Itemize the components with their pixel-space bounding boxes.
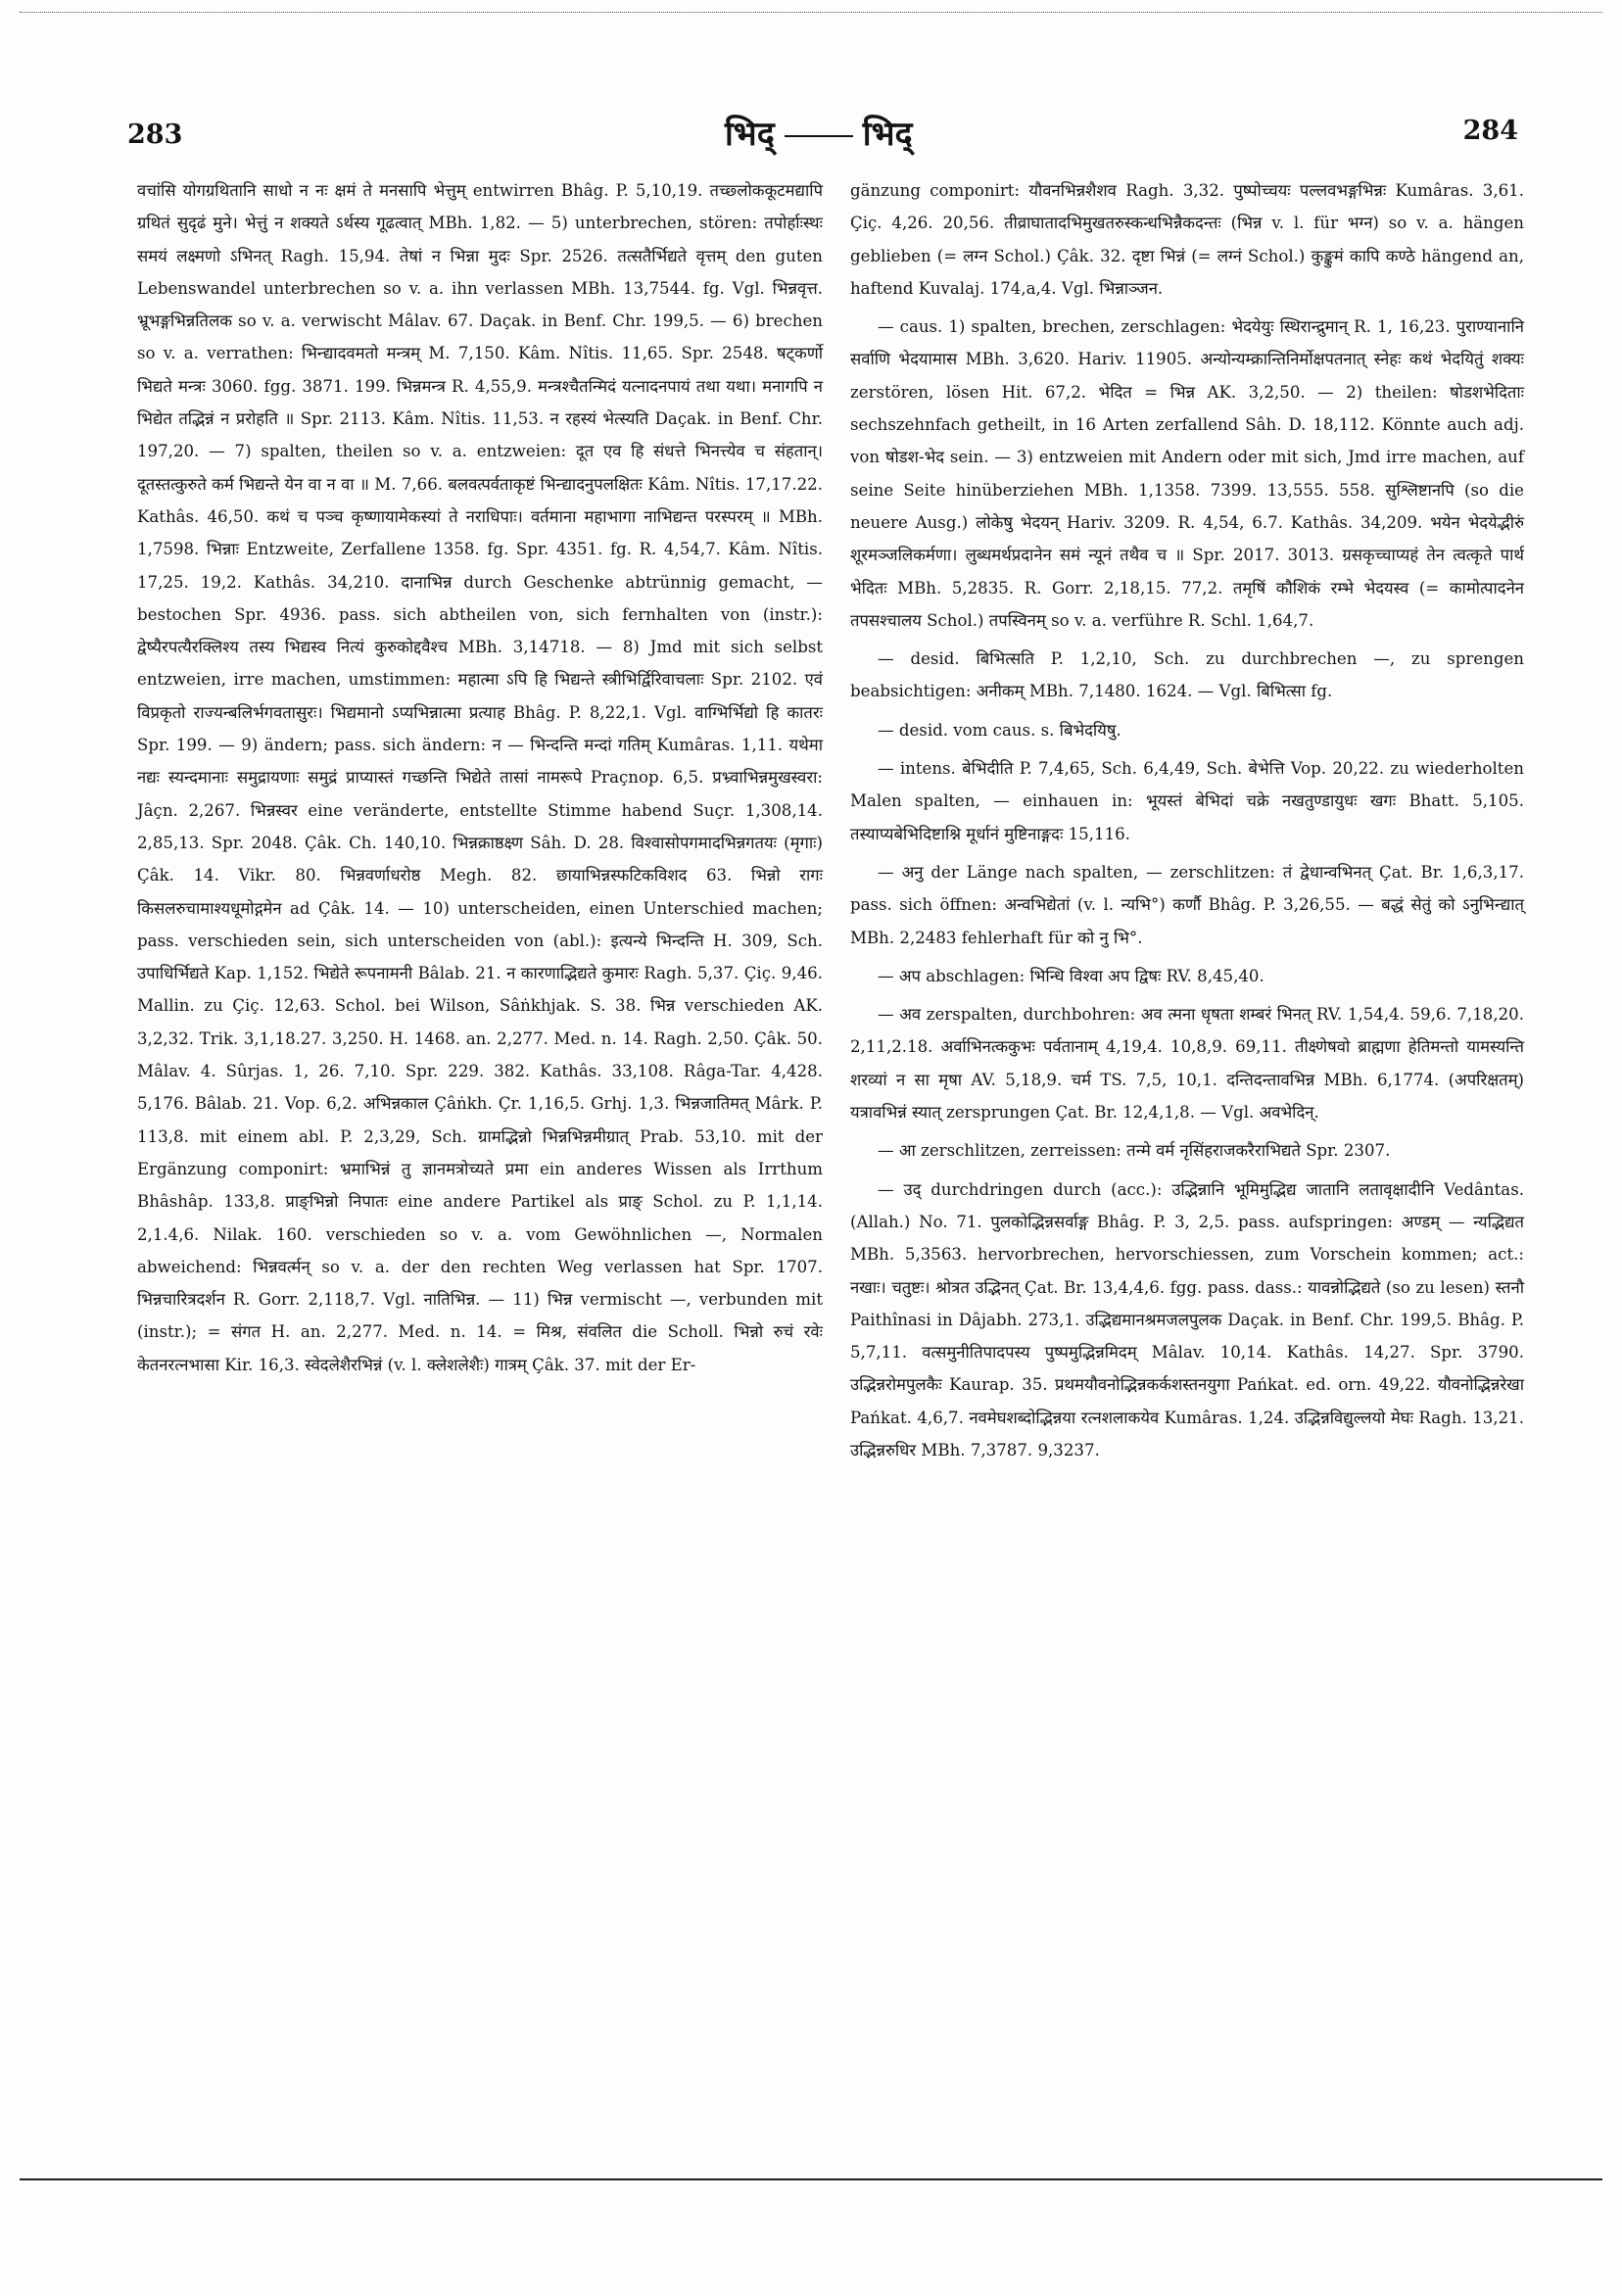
headword-left: भिद्: [725, 115, 775, 154]
headword-dash: [785, 135, 853, 137]
entry-apa: — अप abschlagen: भिन्धि विश्वा अप द्विषः RV. 8,45,40.: [878, 966, 1264, 985]
entry-anu: — अनु der Länge nach spalten, — zerschlitzen: तं द्वेधान्वभिनत् Çat. Br. 1,6,3,17. pass. sich öffnen: अन्वभिद्येतां (v. l. न्यभि°) कर्णौ Bhâg. P. 3,26,55. — बद्धं सेतुं को ऽनुभिन्द्यात् MBh. 2,2483 fehlerhaft für को नु भि°.: [850, 862, 1524, 947]
right-paragraph-continuation: gänzung componirt: यौवनभिन्नशैशव Ragh. 3,32. पुष्पोच्चयः पल्लवभङ्गभिन्नः Kumâras. 3,61. Çiç. 4,26. 20,56. तीव्राघातादभिमुखतरुस्कन्धभिन्नैकदन्तः (भिन्न v. l. für भग्न) so v. a. hängen geblieben (= लग्न Schol.) Çâk. 32. दृष्टा भिन्नं (= लग्नं Schol.) कुङ्कुमं कापि कण्ठे hängend an, haftend Kuvalaj. 174,a,4. Vgl. भिन्नाञ्जन.: [850, 181, 1524, 298]
entry-ava: — अव zerspalten, durchbohren: अव त्मना धृषता शम्बरं भिनत् RV. 1,54,4. 59,6. 7,18,20. 2,11,2.18. अर्वाभिनत्ककुभः पर्वतानाम् 4,19,4. 10,8,9. 69,11. तीक्ष्णेषवो ब्राह्मणा हेतिमन्तो यामस्यन्ति शरव्यां न सा मृषा AV. 5,18,9. चर्म TS. 7,5, 10,1. दन्तिदन्तावभिन्न MBh. 6,1774. (अपरिक्षतम्) यत्रावभिन्नं स्यात् zersprungen Çat. Br. 12,4,1,8. — Vgl. अवभेदिन्.: [850, 1005, 1524, 1123]
headword-right: भिद्: [862, 115, 913, 154]
page-header: [127, 110, 1518, 159]
bottom-border-rule: [20, 2178, 1602, 2180]
entry-intensive: — intens. बेभिदीति P. 7,4,65, Sch. 6,4,49, Sch. बेभेत्ति Vop. 20,22. zu wiederholten Malen spalten, — einhauen in: भूयस्तं बेभिदां चक्रे नखतुण्डायुधः खगः Bhatt. 5,105. तस्याप्यबेभिदिष्टाश्नि मूर्धानं मुष्टिनाङ्गदः 15,116.: [850, 759, 1524, 843]
right-column: [850, 174, 1524, 1466]
entry-desiderative: — desid. बिभित्सति P. 1,2,10, Sch. zu durchbrechen —, zu sprengen beabsichtigen: अनीकम् MBh. 7,1480. 1624. — Vgl. बिभित्सा fg.: [850, 649, 1524, 701]
entry-causative: — caus. 1) spalten, brechen, zerschlagen: भेदयेयुः स्थिरान्द्रुमान् R. 1, 16,23. पुराण्यानानि सर्वाणि भेदयामास MBh. 3,620. Hariv. 11905. अन्योन्यम्क्रान्तिनिर्मोक्षपतनात् स्नेहः कथं भेदयितुं शक्यः zerstören, lösen Hit. 67,2. भेदित = भिन्न AK. 3,2,50. — 2) theilen: षोडशभेदिताः sechszehnfach getheilt, in 16 Arten zerfallend Sâh. D. 18,112. Könnte auch adj. von षोडश-भेद sein. — 3) entzweien mit Andern oder mit sich, Jmd irre machen, auf seine Seite hinüberziehen MBh. 1,1358. 7399. 13,555. 558. सुश्लिष्टानपि (so die neuere Ausg.) लोकेषु भेदयन् Hariv. 3209. R. 4,54, 6.7. Kathâs. 34,209. भयेन भेदयेद्भीरुं शूरमञ्जलिकर्मणा। लुब्धमर्थप्रदानेन समं न्यूनं तथैव च ॥ Spr. 2017. 3013. ग्रसकृच्चाप्यहं तेन त्वत्कृते पार्थ भेदितः MBh. 5,2835. R. Gorr. 2,18,15. 77,2. तमृषिं कौशिकं रम्भे भेदयस्व (= कामोत्पादनेन तपसश्चालय Schol.) तपस्विनम् so v. a. verführe R. Schl. 1,64,7.: [850, 317, 1524, 630]
entry-desiderative-causative: — desid. vom caus. s. बिभेदयिषु.: [878, 720, 1121, 740]
running-headwords: [725, 110, 913, 155]
page-number-right: 284: [1462, 116, 1518, 146]
left-paragraph: वचांसि योगग्रथितानि साधो न नः क्षमं ते मनसापि भेत्तुम् entwirren Bhâg. P. 5,10,19. तच्छ्लोककूटमद्यापि ग्रथितं सुदृढं मुने। भेत्तुं न शक्यते ऽर्थस्य गूढत्वात् MBh. 1,82. — 5) unterbrechen, stören: तपोर्हाःस्थः समयं लक्ष्मणो ऽभिनत् Ragh. 15,94. तेषां न भिन्ना मुदः Spr. 2526. तत्सतैर्भिद्यते वृत्तम् den guten Lebenswandel unterbrechen so v. a. ihn verlassen MBh. 13,7544. fg. Vgl. भिन्नवृत्त. भ्रूभङ्गभिन्नतिलक so v. a. verwischt Mâlav. 67. Daçak. in Benf. Chr. 199,5. — 6) brechen so v. a. verrathen: भिन्द्यादवमतो मन्त्रम् M. 7,150. Kâm. Nîtis. 11,65. Spr. 2548. षट्कर्णो भिद्यते मन्त्रः 3060. fgg. 3871. 199. भिन्नमन्त्र R. 4,55,9. मन्त्रश्चैतन्मिदं यत्नादनपायं तथा यथा। मनागपि न भिद्येत तद्भिन्नं न प्ररोहति ॥ Spr. 2113. Kâm. Nîtis. 11,53. न रहस्यं भेत्स्यति Daçak. in Benf. Chr. 197,20. — 7) spalten, theilen so v. a. entzweien: दूत एव हि संधत्ते भिनत्त्येव च संहतान्। दूतस्तत्कुरुते कर्म भिद्यन्ते येन वा न वा ॥ M. 7,66. बलवत्पर्वताकृष्टं भिन्द्यादनुपलक्षितः Kâm. Nîtis. 17,17.22. Kathâs. 46,50. कथं च पञ्च कृष्णायामेकस्यां ते नराधिपाः। वर्तमाना महाभागा नाभिद्यन्त परस्परम् ॥ MBh. 1,7598. भिन्नाः Entzweite, Zerfallene 1358. fg. Spr. 4351. fg. R. 4,54,7. Kâm. Nîtis. 17,25. 19,2. Kathâs. 34,210. दानाभिन्न durch Geschenke abtrünnig gemacht, — bestochen Spr. 4936. pass. sich abtheilen von, sich fernhalten von (instr.): द्वेष्यैरपत्यैरक्लिश्य तस्य भिद्यस्व नित्यं कुरुकोद्दवैश्च MBh. 3,14718. — 8) Jmd mit sich selbst entzweien, irre machen, umstimmen: महात्मा ऽपि हि भिद्यन्ते स्त्रीभिर्द्विरिवाचलाः Spr. 2102. एवं विप्रकृतो राज्यन्बलिर्भगवतासुरः। भिद्यमानो ऽप्यभिन्नात्मा प्रत्याह Bhâg. P. 8,22,1. Vgl. वाग्भिर्भिद्यो हि कातरः Spr. 199. — 9) ändern; pass. sich ändern: न — भिन्दन्ति मन्दां गतिम् Kumâras. 1,11. यथेमा नद्यः स्यन्दमानाः समुद्रायणाः समुद्रं प्राप्यास्तं गच्छन्ति भिद्येते तासां नामरूपे Praçnop. 6,5. प्रभ्र्वाभिन्नमुखस्वरा: Jâçn. 2,267. भिन्नस्वर eine veränderte, entstellte Stimme habend Suçr. 1,308,14. 2,85,13. Spr. 2048. Çâk. Ch. 140,10. भिन्नक्राष्ठक्ष्ण Sâh. D. 28. विश्वासोपगमादभिन्नगतयः (मृगाः) Çâk. 14. Vikr. 80. भिन्नवर्णाधरोष्ठ Megh. 82. छायाभिन्नस्फटिकविशद 63. भिन्नो रागः किसलरुचामाश्यधूमोद्गमेन ad Çâk. 14. — 10) unterscheiden, einen Unterschied machen; pass. verschieden sein, sich unterscheiden von (abl.): इत्यन्ये भिन्दन्ति H. 309, Sch. उपाधिर्भिद्यते Kap. 1,152. भिद्येते रूपनामनी Bâlab. 21. न कारणाद्भिद्यते कुमारः Ragh. 5,37. Çiç. 9,46. Mallin. zu Çiç. 12,63. Schol. bei Wilson, Sâṅkhjak. S. 38. भिन्न verschieden AK. 3,2,32. Trik. 3,1,18.27. 3,250. H. 1468. an. 2,277. Med. n. 14. Ragh. 2,50. Çâk. 50. Mâlav. 4. Sûrjas. 1, 26. 7,10. Spr. 229. 382. Kathâs. 33,108. Râga-Tar. 4,428. 5,176. Bâlab. 21. Vop. 6,2. अभिन्नकाल Çâṅkh. Çr. 1,16,5. Grhj. 1,3. भिन्नजातिमत् Mârk. P. 113,8. mit einem abl. P. 2,3,29, Sch. ग्रामद्भिन्नो भिन्नभिन्नमीग्रात् Prab. 53,10. mit der Ergänzung componirt: भ्रमाभिन्नं तु ज्ञानमत्रोच्यते प्रमा ein anderes Wissen als Irrthum Bhâshâp. 133,8. प्राङ्भिन्नो निपातः eine andere Partikel als प्राङ् Schol. zu P. 1,1,14. 2,1.4,6. Nilak. 160. verschieden so v. a. vom Gewöhnlichen —, Normalen abweichend: भिन्नवर्त्मन् so v. a. der den rechten Weg verlassen hat Spr. 1707. भिन्नचारित्रदर्शन R. Gorr. 2,118,7. Vgl. नातिभिन्न. — 11) भिन्न vermischt —, verbunden mit (instr.); = संगत H. an. 2,277. Med. n. 14. = मिश्र, संवलित die Scholl. भिन्नो रुचं रवेः केतनरत्नभासा Kir. 16,3. स्वेदलेशैरभिन्नं (v. l. क्लेशलेशैः) गात्रम् Çâk. 37. mit der Er-: [137, 181, 823, 1374]
page-number-left: 283: [127, 120, 183, 150]
left-column: [137, 174, 823, 1381]
entry-aa: — आ zerschlitzen, zerreissen: तन्मे वर्म नृसिंहराजकरैराभिद्यते Spr. 2307.: [878, 1141, 1391, 1161]
top-border-rule: [20, 12, 1602, 13]
entry-ud: — उद् durchdringen durch (acc.): उद्भिन्नानि भूमिमुद्भिद्य जातानि लतावृक्षादीनि Vedântas. (Allah.) No. 71. पुलकोद्भिन्नसर्वाङ्ग Bhâg. P. 3, 2,5. pass. aufspringen: अण्डम् — न्यद्भिद्यत MBh. 5,3563. hervorbrechen, hervorschiessen, zum Vorschein kommen; act.: नखाः। चतुष्टः। श्रोत्रत उद्भिनत् Çat. Br. 13,4,4,6. fgg. pass. dass.: यावन्नोद्भिद्यते (so zu lesen) स्तनौ Paithînasi in Dâjabh. 273,1. उद्भिद्यमानश्रमजलपुलक Daçak. in Benf. Chr. 199,5. Bhâg. P. 5,7,11. वत्समुनीतिपादपस्य पुष्पमुद्भिन्नमिदम् Mâlav. 10,14. Kathâs. 14,27. Spr. 3790. उद्भिन्नरोमपुलकैः Kaurap. 35. प्रथमयौवनोद्भिन्नकर्कशस्तनयुगा Pańkat. ed. orn. 49,22. यौवनोद्भिन्नरेखा Pańkat. 4,6,7. नवमेघशब्दोद्भिन्नया रत्नशलाकयेव Kumâras. 1,24. उद्भिन्नविद्युल्लयो मेघः Ragh. 13,21. उद्भिन्नरुधिर MBh. 7,3787. 9,3237.: [850, 1179, 1524, 1459]
